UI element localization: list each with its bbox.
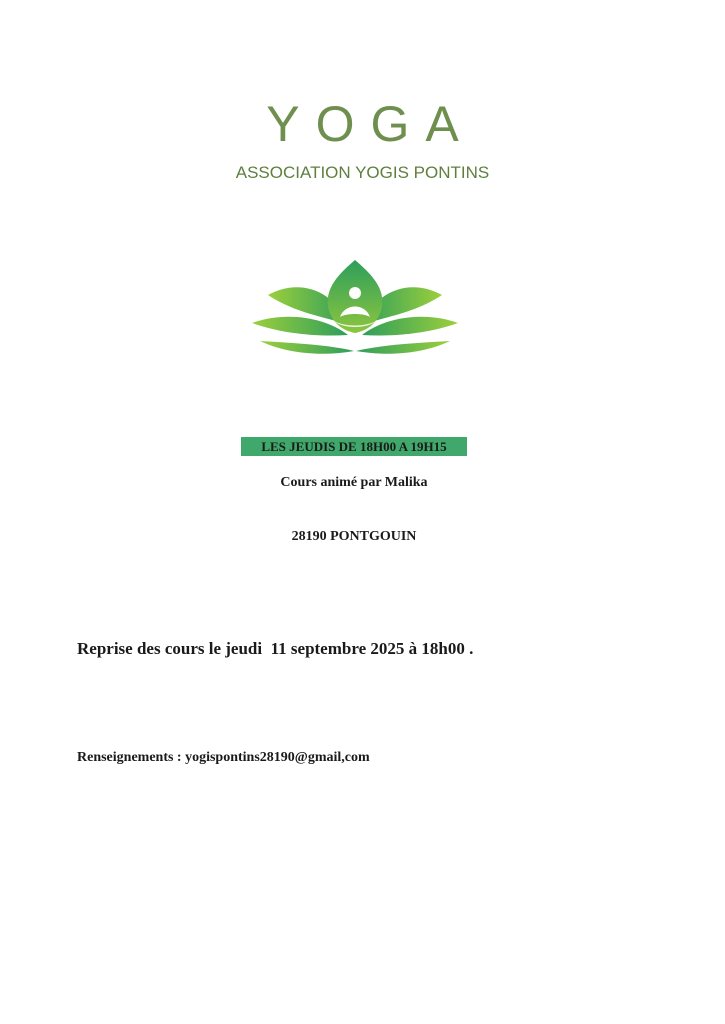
page-title: YOGA — [266, 96, 475, 152]
schedule-highlight: LES JEUDIS DE 18H00 A 19H15 — [241, 437, 467, 456]
contact-line: Renseignements : yogispontins28190@gmail,com — [77, 750, 370, 765]
teacher-line: Cours animé par Malika — [280, 475, 428, 490]
association-name: ASSOCIATION YOGIS PONTINS — [235, 163, 490, 182]
location-line: 28190 PONTGOUIN — [291, 529, 417, 544]
lotus-meditation-icon — [250, 255, 460, 365]
reprise-announcement: Reprise des cours le jeudi 11 septembre 2025 à 18h00 . — [77, 639, 474, 658]
